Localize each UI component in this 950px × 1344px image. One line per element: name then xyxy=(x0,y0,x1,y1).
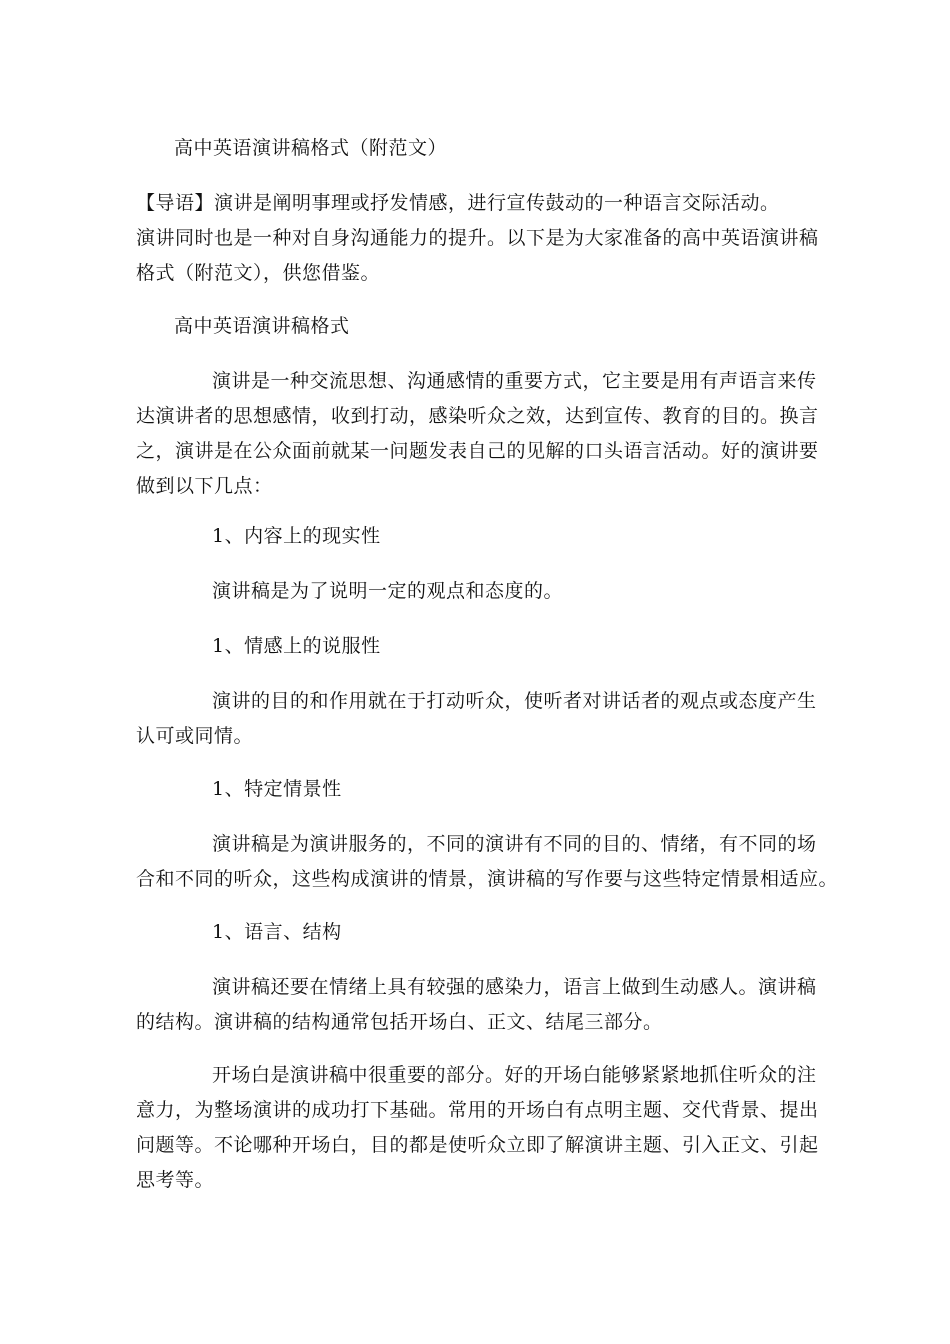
item2-body-line-1: 演讲的目的和作用就在于打动听众，使听者对讲话者的观点或态度产生 xyxy=(212,690,817,712)
item1-heading: 1、内容上的现实性 xyxy=(212,525,381,547)
item4-heading: 1、语言、结构 xyxy=(212,921,342,943)
item4-body-line-1: 演讲稿还要在情绪上具有较强的感染力，语言上做到生动感人。演讲稿 xyxy=(212,976,817,998)
item4-body-line-2: 的结构。演讲稿的结构通常包括开场白、正文、结尾三部分。 xyxy=(136,1011,663,1033)
opening-line-2: 意力，为整场演讲的成功打下基础。常用的开场白有点明主题、交代背景、提出 xyxy=(136,1099,819,1121)
opening-line-1: 开场白是演讲稿中很重要的部分。好的开场白能够紧紧地抓住听众的注 xyxy=(212,1064,817,1086)
item1-body-line-1: 演讲稿是为了说明一定的观点和态度的。 xyxy=(212,580,564,602)
item3-heading: 1、特定情景性 xyxy=(212,778,342,800)
intro-line-1: 【导语】演讲是阐明事理或抒发情感，进行宣传鼓动的一种语言交际活动。 xyxy=(136,192,780,214)
opening-line-3: 问题等。不论哪种开场白，目的都是使听众立即了解演讲主题、引入正文、引起 xyxy=(136,1134,819,1156)
intro-line-3: 格式（附范文），供您借鉴。 xyxy=(136,262,381,284)
para1-line-4: 做到以下几点： xyxy=(136,475,273,497)
item3-body-line-1: 演讲稿是为演讲服务的，不同的演讲有不同的目的、情绪，有不同的场 xyxy=(212,833,817,855)
para1-line-1: 演讲是一种交流思想、沟通感情的重要方式，它主要是用有声语言来传 xyxy=(212,370,817,392)
opening-line-4: 思考等。 xyxy=(136,1169,215,1191)
para1-line-2: 达演讲者的思想感情，收到打动，感染听众之效，达到宣传、教育的目的。换言 xyxy=(136,405,819,427)
section-heading: 高中英语演讲稿格式 xyxy=(174,315,350,337)
item2-body-line-2: 认可或同情。 xyxy=(136,725,254,747)
item2-heading: 1、情感上的说服性 xyxy=(212,635,381,657)
para1-line-3: 之，演讲是在公众面前就某一问题发表自己的见解的口头语言活动。好的演讲要 xyxy=(136,440,819,462)
document-title: 高中英语演讲稿格式（附范文） xyxy=(174,137,448,159)
intro-line-2: 演讲同时也是一种对自身沟通能力的提升。以下是为大家准备的高中英语演讲稿 xyxy=(136,227,819,249)
item3-body-line-2: 合和不同的听众，这些构成演讲的情景，演讲稿的写作要与这些特定情景相适应。 xyxy=(136,868,839,890)
